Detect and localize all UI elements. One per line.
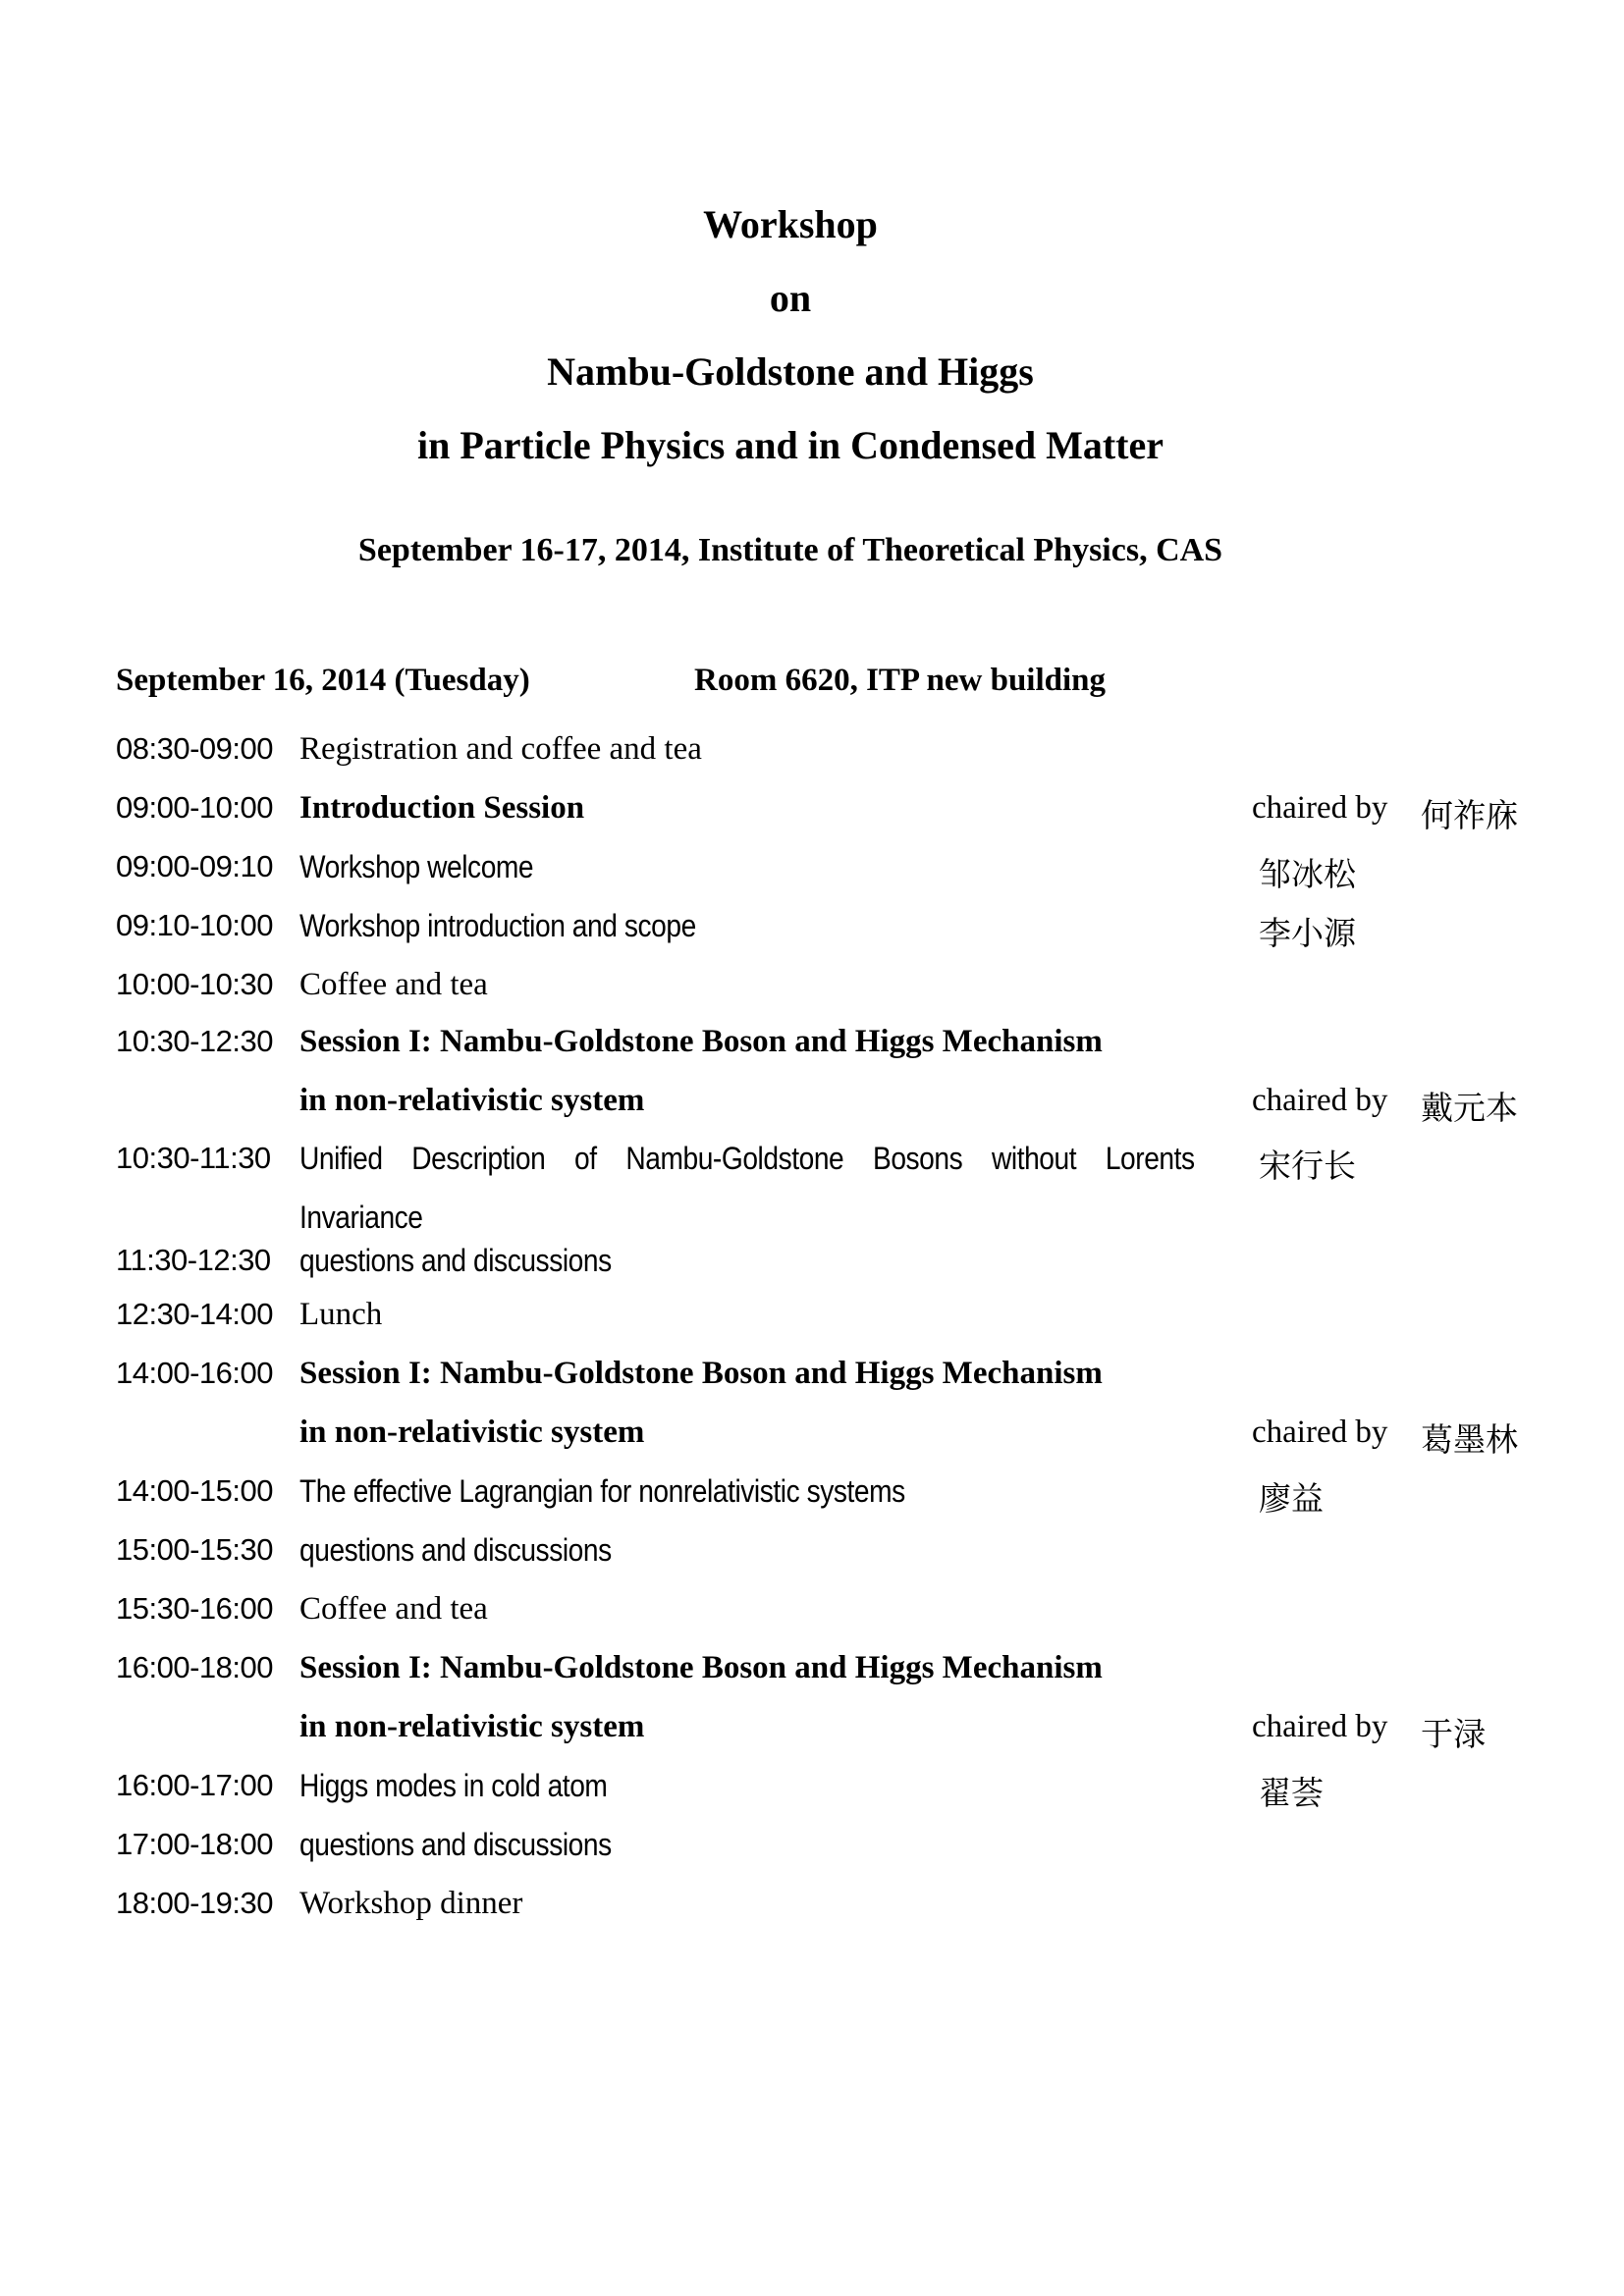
chair-name: 于渌 [1421,1718,1486,1753]
description-line: Coffee and tea [299,1591,488,1627]
schedule-row [0,1768,1624,1827]
schedule-row [0,967,1624,1026]
time-cell: 18:00-19:30 [116,1886,273,1920]
time-cell: 14:00-15:00 [116,1473,273,1508]
schedule-row [0,1243,1624,1302]
schedule-row [0,1650,1624,1768]
description-line: Registration and coffee and tea [299,731,702,767]
schedule-row [0,1532,1624,1591]
description-line: Introduction Session [299,790,585,826]
time-cell: 11:30-12:30 [116,1243,271,1277]
day-header [0,663,1624,712]
schedule-row [0,1024,1624,1142]
time-cell: 14:00-16:00 [116,1356,273,1390]
description-line: Lunch [299,1297,383,1332]
speaker-name: 李小源 [1259,917,1356,952]
day-header-room: Room 6620, ITP new building [694,663,1107,698]
description-line: questions and discussions [299,1532,612,1568]
description-line: in non-relativistic system [299,1709,645,1744]
time-cell: 08:30-09:00 [116,731,273,766]
description-line: The effective Lagrangian for nonrelativistic systems [299,1473,905,1509]
description-line: Unified Description of Nambu-Goldstone Bosons without Lorents [299,1141,1195,1176]
workshop-title-line-4: in Particle Physics and in Condensed Matter [417,423,1164,467]
description-line: Session I: Nambu-Goldstone Boson and Higgs Mechanism [299,1650,1103,1685]
schedule-row [0,1886,1624,1945]
time-cell: 09:00-09:10 [116,849,273,883]
description-line: Session I: Nambu-Goldstone Boson and Higgs Mechanism [299,1024,1103,1059]
description-line: Invariance [299,1200,423,1235]
schedule-row [0,1141,1624,1258]
chair-name: 何祚庥 [1421,799,1518,834]
schedule-row [0,1356,1624,1473]
workshop-title-line-3: Nambu-Goldstone and Higgs [547,349,1034,394]
description-line: Session I: Nambu-Goldstone Boson and Higgs Mechanism [299,1356,1103,1391]
time-cell: 16:00-17:00 [116,1768,273,1802]
description-line: questions and discussions [299,1827,612,1862]
time-cell: 09:10-10:00 [116,908,273,942]
speaker-name: 邹冰松 [1259,858,1356,893]
schedule-row [0,1827,1624,1886]
chaired-by-label: chaired by [1252,790,1388,826]
chaired-by-label: chaired by [1252,1415,1388,1450]
description-line: questions and discussions [299,1243,612,1278]
speaker-name: 廖益 [1259,1482,1324,1518]
speaker-name: 宋行长 [1259,1149,1356,1185]
schedule-row [0,1297,1624,1356]
schedule-row [0,1473,1624,1532]
schedule-row [0,908,1624,967]
description-line: in non-relativistic system [299,1083,645,1118]
schedule-row [0,849,1624,908]
chair-name: 葛墨林 [1421,1423,1518,1459]
chair-name: 戴元本 [1421,1092,1518,1127]
workshop-title-line-1: Workshop [703,202,878,246]
time-cell: 09:00-10:00 [116,790,273,825]
time-cell: 10:30-12:30 [116,1024,273,1058]
description-line: in non-relativistic system [299,1415,645,1450]
day-header-date: September 16, 2014 (Tuesday) [116,663,530,698]
time-cell: 10:30-11:30 [116,1141,271,1175]
time-cell: 12:30-14:00 [116,1297,273,1331]
schedule-row [0,731,1624,790]
time-cell: 16:00-18:00 [116,1650,273,1684]
description-line: Workshop welcome [299,849,534,884]
description-line: Workshop introduction and scope [299,908,696,943]
speaker-name: 翟荟 [1259,1777,1324,1812]
time-cell: 10:00-10:30 [116,967,273,1001]
time-cell: 17:00-18:00 [116,1827,273,1861]
chaired-by-label: chaired by [1252,1709,1388,1744]
description-line: Coffee and tea [299,967,488,1002]
description-line: Higgs modes in cold atom [299,1768,608,1803]
workshop-title-line-2: on [769,276,812,320]
date-venue-subtitle: September 16-17, 2014, Institute of Theoretical Physics, CAS [357,532,1223,568]
description-line: Workshop dinner [299,1886,523,1921]
chaired-by-label: chaired by [1252,1083,1388,1118]
schedule-row [0,790,1624,849]
schedule-row [0,1591,1624,1650]
time-cell: 15:30-16:00 [116,1591,273,1626]
time-cell: 15:00-15:30 [116,1532,273,1567]
